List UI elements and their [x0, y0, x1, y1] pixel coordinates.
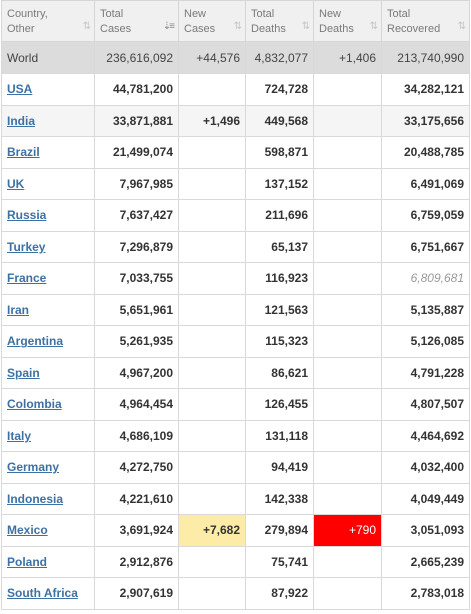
country-cell — [2, 105, 95, 137]
table-row — [2, 105, 470, 137]
country-link[interactable]: UK — [7, 176, 25, 191]
country-link[interactable]: Russia — [7, 208, 47, 223]
country-cell — [2, 483, 95, 515]
new-cases — [179, 137, 246, 169]
new-deaths — [314, 263, 382, 295]
total-deaths: 4,832,077 — [246, 42, 314, 74]
new-deaths — [314, 137, 382, 169]
sort-descending-icon[interactable]: ⇣≡ — [162, 21, 173, 32]
total-cases: 2,912,876 — [95, 546, 179, 578]
total-recovered: 34,282,121 — [382, 74, 470, 106]
col-header-label-line2: Deaths — [319, 23, 354, 35]
country-link[interactable]: Italy — [7, 428, 32, 443]
header-row — [2, 1, 470, 42]
country-cell — [2, 231, 95, 263]
new-cases — [179, 74, 246, 106]
country-cell — [2, 452, 95, 484]
total-cases: 4,221,610 — [95, 483, 179, 515]
total-deaths: 724,728 — [246, 74, 314, 106]
table-row — [2, 263, 470, 295]
new-cases: +7,682 — [179, 515, 246, 547]
country-link[interactable]: USA — [7, 82, 33, 97]
total-recovered: 3,051,093 — [382, 515, 470, 547]
country-name: World — [2, 42, 95, 74]
col-header-label-line2: Other — [7, 23, 35, 35]
table-row — [2, 389, 470, 421]
country-cell — [2, 515, 95, 547]
new-cases: +44,576 — [179, 42, 246, 74]
col-header-label-line1: New — [184, 8, 207, 20]
country-cell — [2, 326, 95, 358]
table-row — [2, 357, 470, 389]
col-header-new-cases[interactable] — [179, 1, 246, 42]
new-deaths — [314, 483, 382, 515]
total-deaths: 211,696 — [246, 200, 314, 232]
new-deaths — [314, 326, 382, 358]
total-recovered: 2,783,018 — [382, 578, 470, 610]
total-recovered: 5,126,085 — [382, 326, 470, 358]
col-header-label-line2: Cases — [100, 23, 132, 35]
total-cases: 7,033,755 — [95, 263, 179, 295]
total-recovered: 2,665,239 — [382, 546, 470, 578]
total-cases: 5,651,961 — [95, 294, 179, 326]
total-cases: 3,691,924 — [95, 515, 179, 547]
sort-icon[interactable]: ⇅ — [301, 21, 308, 32]
total-recovered: 4,032,400 — [382, 452, 470, 484]
col-header-label-line2: Cases — [184, 23, 216, 35]
total-recovered: 4,791,228 — [382, 357, 470, 389]
new-cases — [179, 420, 246, 452]
table-row — [2, 483, 470, 515]
total-recovered: 213,740,990 — [382, 42, 470, 74]
country-cell — [2, 137, 95, 169]
total-deaths: 65,137 — [246, 231, 314, 263]
col-header-label-line1: New — [319, 8, 342, 20]
total-cases: 21,499,074 — [95, 137, 179, 169]
total-cases: 2,907,619 — [95, 578, 179, 610]
country-link[interactable]: Germany — [7, 460, 60, 475]
col-header-label-line1: Total — [387, 8, 411, 20]
col-header-label-line1: Total — [251, 8, 275, 20]
country-link[interactable]: Indonesia — [7, 491, 64, 506]
sort-icon[interactable]: ⇅ — [82, 21, 89, 32]
new-deaths — [314, 578, 382, 610]
total-cases: 7,296,879 — [95, 231, 179, 263]
col-header-new-deaths[interactable] — [314, 1, 382, 42]
total-deaths: 75,741 — [246, 546, 314, 578]
country-cell — [2, 168, 95, 200]
total-deaths: 116,923 — [246, 263, 314, 295]
new-cases — [179, 452, 246, 484]
total-deaths: 131,118 — [246, 420, 314, 452]
new-cases — [179, 546, 246, 578]
country-link[interactable]: India — [7, 113, 36, 128]
table-row — [2, 515, 470, 547]
total-recovered: 5,135,887 — [382, 294, 470, 326]
new-deaths — [314, 546, 382, 578]
sort-icon[interactable]: ⇅ — [457, 21, 464, 32]
total-recovered: 4,049,449 — [382, 483, 470, 515]
total-deaths: 126,455 — [246, 389, 314, 421]
country-link[interactable]: South Africa — [7, 586, 78, 601]
total-deaths: 115,323 — [246, 326, 314, 358]
table-row — [2, 168, 470, 200]
total-cases: 7,637,427 — [95, 200, 179, 232]
col-header-total-recovered[interactable] — [382, 1, 470, 42]
world-row — [2, 42, 470, 74]
new-deaths: +1,406 — [314, 42, 382, 74]
total-deaths: 94,419 — [246, 452, 314, 484]
country-link[interactable]: Turkey — [7, 239, 46, 254]
new-deaths — [314, 168, 382, 200]
new-cases — [179, 263, 246, 295]
col-header-label-line1: Total — [100, 8, 124, 20]
country-cell — [2, 357, 95, 389]
sort-icon[interactable]: ⇅ — [369, 21, 376, 32]
total-deaths: 449,568 — [246, 105, 314, 137]
country-cell — [2, 200, 95, 232]
total-cases: 4,272,750 — [95, 452, 179, 484]
new-cases — [179, 483, 246, 515]
table-row — [2, 231, 470, 263]
country-cell — [2, 546, 95, 578]
new-cases — [179, 294, 246, 326]
total-deaths: 142,338 — [246, 483, 314, 515]
country-link[interactable]: Spain — [7, 365, 40, 380]
total-deaths: 598,871 — [246, 137, 314, 169]
new-deaths — [314, 452, 382, 484]
new-deaths — [314, 389, 382, 421]
total-deaths: 137,152 — [246, 168, 314, 200]
total-recovered: 20,488,785 — [382, 137, 470, 169]
total-cases: 4,967,200 — [95, 357, 179, 389]
col-header-label-line1: Country, — [7, 8, 48, 20]
new-deaths — [314, 420, 382, 452]
total-cases: 4,686,109 — [95, 420, 179, 452]
table-row — [2, 137, 470, 169]
new-cases — [179, 200, 246, 232]
total-cases: 7,967,985 — [95, 168, 179, 200]
new-deaths — [314, 74, 382, 106]
new-cases — [179, 168, 246, 200]
total-recovered: 6,751,667 — [382, 231, 470, 263]
new-cases — [179, 357, 246, 389]
new-deaths — [314, 231, 382, 263]
country-cell — [2, 74, 95, 106]
total-recovered: 6,759,059 — [382, 200, 470, 232]
total-recovered: 4,464,692 — [382, 420, 470, 452]
covid-stats-table — [1, 0, 470, 610]
table-row — [2, 546, 470, 578]
country-link[interactable]: Poland — [7, 554, 48, 569]
col-header-country[interactable] — [2, 1, 95, 42]
country-cell — [2, 420, 95, 452]
table-row — [2, 326, 470, 358]
table-row — [2, 578, 470, 610]
new-cases — [179, 326, 246, 358]
total-cases: 44,781,200 — [95, 74, 179, 106]
sort-icon[interactable]: ⇅ — [233, 21, 240, 32]
total-recovered: 6,491,069 — [382, 168, 470, 200]
country-link[interactable]: Iran — [7, 302, 30, 317]
total-deaths: 87,922 — [246, 578, 314, 610]
country-cell — [2, 294, 95, 326]
table-row — [2, 420, 470, 452]
total-cases: 5,261,935 — [95, 326, 179, 358]
country-link[interactable]: Colombia — [7, 397, 62, 412]
total-deaths: 279,894 — [246, 515, 314, 547]
new-cases: +1,496 — [179, 105, 246, 137]
country-cell — [2, 578, 95, 610]
table-row — [2, 294, 470, 326]
total-cases: 236,616,092 — [95, 42, 179, 74]
country-link[interactable]: France — [7, 271, 47, 286]
new-deaths — [314, 105, 382, 137]
col-header-label-line2: Recovered — [387, 23, 441, 35]
new-cases — [179, 578, 246, 610]
total-deaths: 86,621 — [246, 357, 314, 389]
new-cases — [179, 389, 246, 421]
new-cases — [179, 231, 246, 263]
total-recovered: 4,807,507 — [382, 389, 470, 421]
total-cases: 4,964,454 — [95, 389, 179, 421]
new-deaths: +790 — [314, 515, 382, 547]
col-header-total-cases[interactable] — [95, 1, 179, 42]
table-row — [2, 74, 470, 106]
total-cases: 33,871,881 — [95, 105, 179, 137]
table-row — [2, 200, 470, 232]
total-deaths: 121,563 — [246, 294, 314, 326]
col-header-total-deaths[interactable] — [246, 1, 314, 42]
country-link[interactable]: Argentina — [7, 334, 64, 349]
table-row — [2, 452, 470, 484]
country-cell — [2, 263, 95, 295]
country-link[interactable]: Brazil — [7, 145, 40, 160]
total-recovered: 6,809,681 — [382, 263, 470, 295]
new-deaths — [314, 294, 382, 326]
new-deaths — [314, 357, 382, 389]
total-recovered: 33,175,656 — [382, 105, 470, 137]
col-header-label-line2: Deaths — [251, 23, 286, 35]
country-link[interactable]: Mexico — [7, 523, 48, 538]
country-cell — [2, 389, 95, 421]
new-deaths — [314, 200, 382, 232]
